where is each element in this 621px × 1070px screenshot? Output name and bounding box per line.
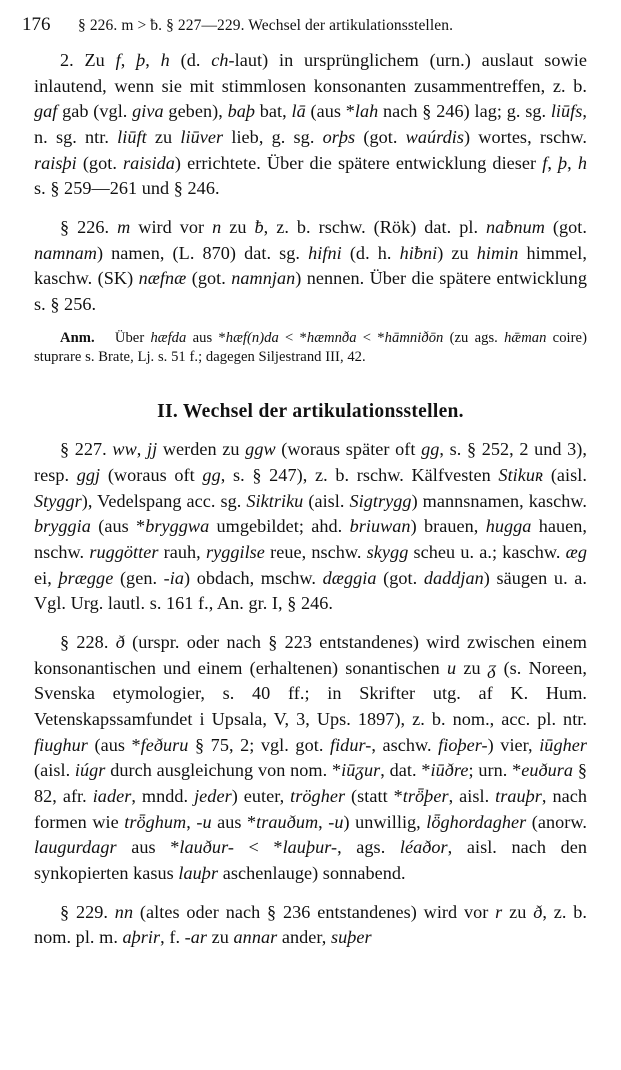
page-body — [0, 48, 621, 951]
paragraph-2: 2. Zu f, þ, h (d. ch-laut) in ursprünglichem (urn.) auslaut sowie inlautend, wenn sie mit stimmlosen konsonanten zusammentreffen, z. b. gaf gab (vgl. giva geben), baþ bat, lā (aus *lah nach § 246) lag; g. sg. liūfs, n. sg. ntr. liūft zu liūver lieb, g. sg. orþs (got. waúrdis) wortes, rschw. raisþi (got. raisida) errichtete. Über die spätere entwicklung dieser f, þ, h s. § 259—261 und § 246. — [34, 50, 588, 199]
paragraph-227: § 227. ww, jj werden zu ggw (woraus später oft gg, s. § 252, 2 und 3), resp. ggj (woraus oft gg, s. § 247), z. b. rschw. Kälfvesten Stikuʀ (aisl. Styggr), Vedelspang acc. sg. Siktriku (aisl. Sigtrygg) mannsnamen, kaschw. bryggia (aus *bryggwa umgebildet; ahd. briuwan) brauen, hugga hauen, nschw. ruggötter rauh, ryggilse reue, nschw. skygg scheu u. a.; kaschw. æg ei, þrægge (gen. -ia) obdach, mschw. dæggia (got. daddjan) säugen u. a. Vgl. Urg. lautl. s. 161 f., An. gr. I, § 246. — [34, 439, 588, 614]
paragraph-228: § 228. ð (urspr. oder nach § 223 entstandenes) wird zwischen einem konsonantischen und einem (erhaltenen) sonantischen u zu ᵹ (s. Noreen, Svenska etymologier, s. 40 ff.; in Skrifter utg. af K. Hum. Vetenskapssamfundet i Upsala, V, 3, Ups. 1897), z. b. nom., acc. pl. ntr. fiughur (aus *feðuru § 75, 2; vgl. got. fidur-, aschw. fioþer-) vier, iūgher (aisl. iúgr durch ausgleichung von nom. *iūᵹur, dat. *iūðre; urn. *euðura § 82, afr. iader, mndd. jeder) euter, trögher (statt *trȫþer, aisl. trauþr, nach formen wie trȫghum, -u aus *trauðum, -u) unwillig, lȫghordagher (anorw. laugurdagr aus *lauður- < *lauþur-, ags. léaðor, aisl. nach den synkopierten kasus lauþr aschenlauge) sonnabend. — [34, 631, 587, 883]
running-head: § 226. m > ƀ. § 227—229. Wechsel der artikulationsstellen. — [78, 17, 454, 34]
section-heading: II. Wechsel der artikulationsstellen. — [157, 401, 464, 423]
page-number: 176 — [22, 14, 51, 35]
paragraph-229: § 229. nn (altes oder nach § 236 entstandenes) wird vor r zu ð, z. b. nom. pl. m. aþrir, f. -ar zu annar ander, suþer — [34, 901, 587, 948]
paragraph-226: § 226. m wird vor n zu ƀ, z. b. rschw. (Rök) dat. pl. naƀnum (got. namnam) namen, (L. 870) dat. sg. hifni (d. h. hiƀni) zu himin himmel, kaschw. (SK) næfnæ (got. namnjan) nennen. Über die spätere entwicklung s. § 256. — [34, 216, 587, 314]
anmerkung-note: Anm. Über hæfda aus *hæf(n)da < *hæmnða < *hāmniðōn (zu ags. hǣman coire) stuprare s. Brate, Lj. s. 51 f.; dagegen Siljestrand III, 42. — [34, 329, 587, 365]
page-header — [0, 0, 621, 36]
